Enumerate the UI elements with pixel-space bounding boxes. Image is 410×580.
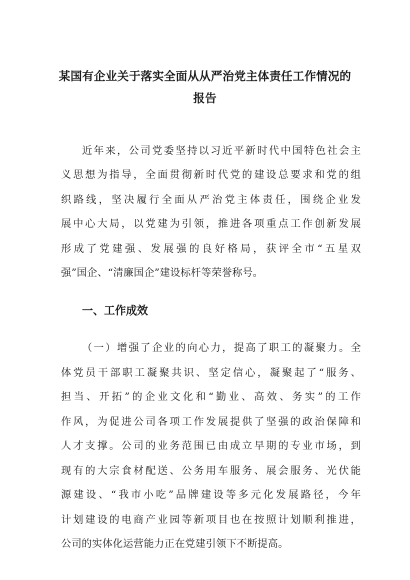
section-paragraph-line: 源建设、“我市小吃”品牌建设等多元化发展路径，今年 xyxy=(61,490,361,501)
section-paragraph-line: 担当、开拓”的企业文化和“勤业、高效、务实”的工作 xyxy=(61,392,361,403)
document-title-line-2: 报告 xyxy=(193,91,217,105)
section-paragraph-line: 公司的实体化运营能力正在党建引领下不断提高。 xyxy=(61,539,289,550)
document-title-line-1: 某国有企业关于落实全面从从严治党主体责任工作情况的 xyxy=(58,69,352,83)
section-paragraph-line: 现有的大宗食材配送、公务用车服务、展会服务、光伏能 xyxy=(61,466,361,477)
section-paragraph-line: （一）增强了企业的向心力，提高了职工的凝聚力。全 xyxy=(82,343,361,354)
intro-paragraph-line: 强”国企、“清廉国企”建设标杆等荣誉称号。 xyxy=(61,268,264,279)
section-heading: 一、工作成效 xyxy=(82,304,148,317)
intro-paragraph-line: 形成了党建强、发展强的良好格局，获评全市“五星双 xyxy=(61,244,361,255)
intro-paragraph-line: 展中心大局，以党建为引领，推进各项重点工作创新发展 xyxy=(61,219,361,230)
section-paragraph-line: 人才支撑。公司的业务范围已由成立早期的专业市场，到 xyxy=(61,441,361,452)
intro-paragraph-line: 义思想为指导，全面贯彻新时代党的建设总要求和党的组 xyxy=(61,170,361,181)
section-paragraph-line: 计划建设的电商产业园等新项目也在按照计划顺利推进， xyxy=(61,515,361,526)
section-paragraph-line: 作风，为促进公司各项工作发展提供了坚强的政治保障和 xyxy=(61,417,361,428)
intro-paragraph-line: 近年来，公司党委坚持以习近平新时代中国特色社会主 xyxy=(82,146,361,157)
section-paragraph-line: 体党员干部职工凝聚共识、坚定信心，凝聚起了“服务、 xyxy=(61,368,361,379)
intro-paragraph-line: 织路线，坚决履行全面从严治党主体责任，围绕企业发 xyxy=(61,195,361,206)
